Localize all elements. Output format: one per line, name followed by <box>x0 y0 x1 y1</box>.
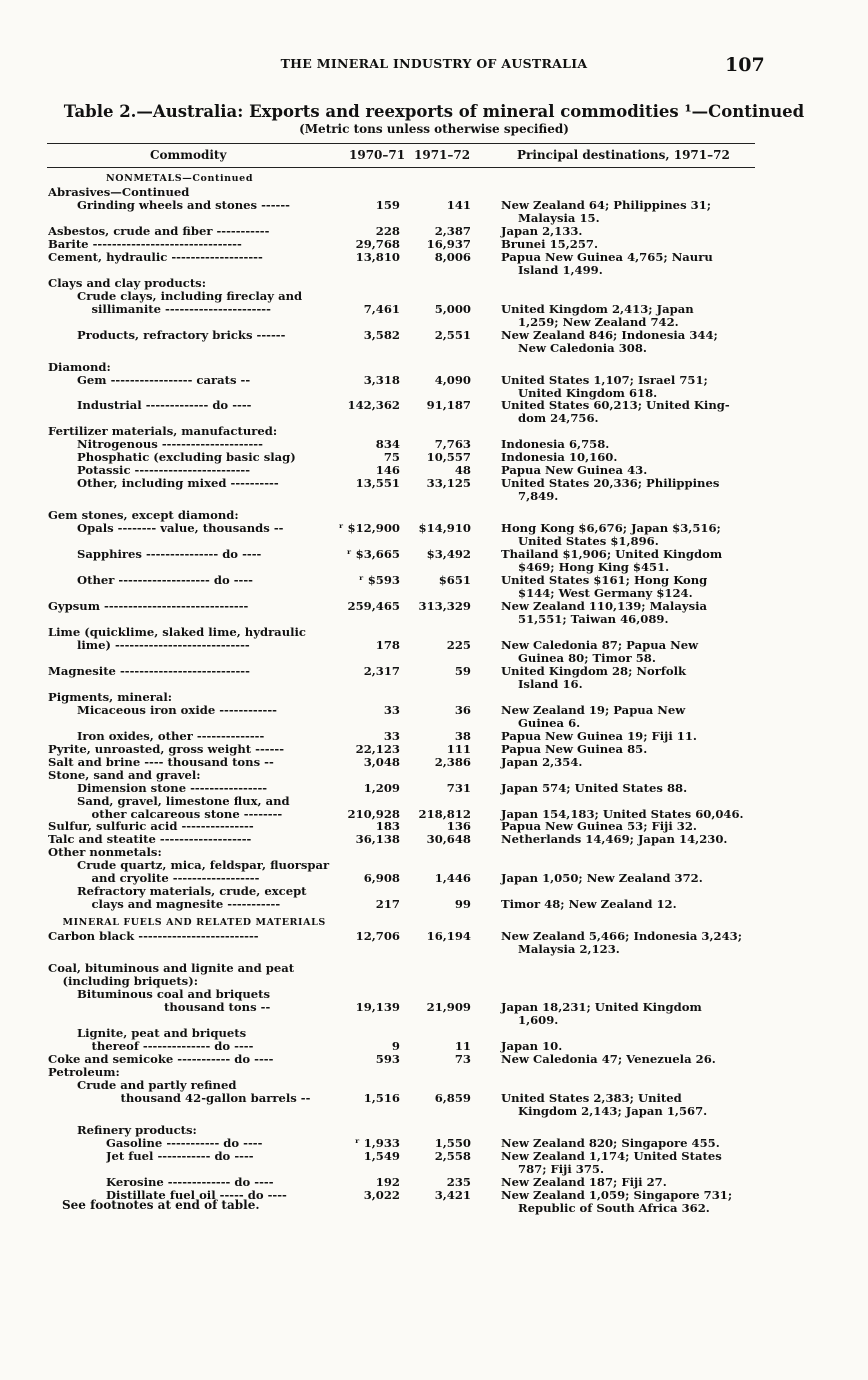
destinations-continuation-cell: Malaysia 15. <box>518 210 600 225</box>
destinations-cell: Brunei 15,257. <box>501 236 598 251</box>
table-row <box>0 1105 868 1118</box>
destinations-cell: United States 1,107; Israel 751; <box>501 372 708 387</box>
column-header-destinations: Principal destinations, 1971–72 <box>517 148 730 162</box>
table-body <box>0 173 868 1215</box>
destinations-continuation-cell: United Kingdom 618. <box>518 385 658 400</box>
destinations-cell: Thailand $1,906; United Kingdom <box>501 547 723 562</box>
table-row <box>0 329 868 342</box>
commodity-cell: NONMETALS—Continued <box>106 173 254 184</box>
table-row <box>0 425 868 438</box>
destinations-continuation-cell: $469; Hong King $451. <box>518 560 670 575</box>
table-row <box>0 652 868 665</box>
value-1971-72-cell: $651 <box>438 573 471 588</box>
commodity-cell: Nitrogenous --------------------- <box>77 438 263 452</box>
commodity-cell: thousand tons -- <box>164 1001 271 1015</box>
value-1970-71-cell: 6,908 <box>363 871 400 886</box>
value-1970-71-cell: 217 <box>375 897 400 912</box>
value-1971-72-cell: 111 <box>446 741 471 756</box>
value-1970-71-cell: 183 <box>375 819 400 834</box>
value-1970-71-cell: 29,768 <box>355 236 400 251</box>
commodity-cell: Coal, bituminous and lignite and peat <box>48 962 295 976</box>
table-subtitle: (Metric tons unless otherwise specified) <box>299 122 569 136</box>
destinations-cell: United States 2,383; United <box>501 1090 682 1105</box>
destinations-continuation-cell: 787; Fiji 375. <box>518 1161 605 1176</box>
table-row <box>0 943 868 956</box>
commodity-cell: Magnesite --------------------------- <box>48 664 250 678</box>
value-1970-71-cell: 33 <box>383 702 400 717</box>
table-row <box>0 808 868 821</box>
destinations-continuation-cell: Island 16. <box>518 676 583 691</box>
value-1970-71-cell: 228 <box>375 223 400 238</box>
table-row <box>0 1001 868 1014</box>
commodity-cell: Carbon black ------------------------- <box>48 930 259 944</box>
destinations-cell: Indonesia 10,160. <box>501 450 618 465</box>
value-1970-71-cell: 3,048 <box>363 754 400 769</box>
table-row <box>0 342 868 355</box>
value-1970-71-cell: 210,928 <box>347 806 400 821</box>
running-header-title: THE MINERAL INDUSTRY OF AUSTRALIA <box>280 56 588 71</box>
value-1970-71-cell: 22,123 <box>355 741 400 756</box>
value-1971-72-cell: 136 <box>446 819 471 834</box>
value-1971-72-cell: 235 <box>446 1174 471 1189</box>
destinations-cell: Japan 2,133. <box>501 223 583 238</box>
value-1970-71-cell: 834 <box>375 437 400 452</box>
commodity-cell: Phosphatic (excluding basic slag) <box>77 451 296 465</box>
commodity-cell: sillimanite ---------------------- <box>91 302 271 316</box>
table-row <box>0 238 868 251</box>
value-1971-72-cell: 10,557 <box>426 450 471 465</box>
value-1971-72-cell: 36 <box>454 702 471 717</box>
table-row <box>0 1027 868 1040</box>
table-row <box>0 1014 868 1027</box>
table-row <box>0 885 868 898</box>
commodity-cell: Dimension stone ---------------- <box>77 781 268 795</box>
destinations-cell: New Zealand 820; Singapore 455. <box>501 1135 720 1150</box>
destinations-cell: Indonesia 6,758. <box>501 437 610 452</box>
commodity-cell: thereof -------------- do ---- <box>91 1039 254 1053</box>
destinations-cell: United States 20,336; Philippines <box>501 476 720 491</box>
value-1970-71-cell: 192 <box>375 1174 400 1189</box>
value-1971-72-cell: 73 <box>454 1051 471 1066</box>
commodity-cell: Barite ------------------------------- <box>48 237 242 251</box>
value-1971-72-cell: 7,763 <box>434 437 471 452</box>
table-row <box>0 1124 868 1137</box>
destinations-cell: Netherlands 14,469; Japan 14,230. <box>501 832 728 847</box>
value-1971-72-cell: $3,492 <box>426 547 471 562</box>
table-row <box>0 769 868 782</box>
value-1970-71-cell: ʳ $12,900 <box>338 521 400 536</box>
value-1971-72-cell: 91,187 <box>426 398 471 413</box>
value-1970-71-cell: 1,209 <box>363 780 400 795</box>
value-1970-71-cell: 36,138 <box>355 832 400 847</box>
table-row <box>0 691 868 704</box>
footnote: See footnotes at end of table. <box>62 1198 260 1212</box>
table-row <box>0 626 868 639</box>
rule-top <box>47 143 755 144</box>
value-1970-71-cell: 3,582 <box>363 327 400 342</box>
destinations-cell: Japan 1,050; New Zealand 372. <box>501 871 703 886</box>
table-row <box>0 600 868 613</box>
commodity-cell: Diamond: <box>48 360 111 374</box>
table-row <box>0 412 868 425</box>
commodity-cell: clays and magnesite ----------- <box>91 898 281 912</box>
table-row <box>0 962 868 975</box>
destinations-cell: Papua New Guinea 4,765; Nauru <box>501 249 713 264</box>
commodity-cell: Clays and clay products: <box>48 276 206 290</box>
table-row <box>0 212 868 225</box>
value-1970-71-cell: 13,551 <box>355 476 400 491</box>
value-1971-72-cell: $14,910 <box>418 521 471 536</box>
commodity-cell: Gem stones, except diamond: <box>48 509 239 523</box>
value-1970-71-cell: 19,139 <box>355 1000 400 1015</box>
value-1970-71-cell: 13,810 <box>355 249 400 264</box>
commodity-cell: Asbestos, crude and fiber ----------- <box>48 224 270 238</box>
destinations-cell: United States 60,213; United King- <box>501 398 730 413</box>
value-1971-72-cell: 1,446 <box>434 871 471 886</box>
commodity-cell: Other, including mixed ---------- <box>77 477 279 491</box>
destinations-cell: New Zealand 110,139; Malaysia <box>501 599 708 613</box>
value-1971-72-cell: 38 <box>454 728 471 743</box>
table-row <box>0 846 868 859</box>
destinations-continuation-cell: 1,259; New Zealand 742. <box>518 314 679 329</box>
commodity-cell: Crude and partly refined <box>77 1078 237 1092</box>
value-1971-72-cell: 21,909 <box>426 1000 471 1015</box>
destinations-cell: Papua New Guinea 43. <box>501 463 648 478</box>
value-1971-72-cell: 225 <box>446 637 471 652</box>
commodity-cell: Industrial ------------- do ---- <box>77 399 252 413</box>
value-1970-71-cell: 178 <box>375 637 400 652</box>
value-1971-72-cell: 2,558 <box>434 1148 471 1163</box>
commodity-cell: Fertilizer materials, manufactured: <box>48 425 278 439</box>
value-1970-71-cell: 146 <box>375 463 400 478</box>
commodity-cell: Cement, hydraulic ------------------- <box>48 250 263 264</box>
value-1971-72-cell: 313,329 <box>418 599 471 613</box>
commodity-cell: Sulfur, sulfuric acid --------------- <box>48 820 254 834</box>
destinations-continuation-cell: Guinea 6. <box>518 715 581 730</box>
value-1971-72-cell: 99 <box>454 897 471 912</box>
destinations-cell: New Zealand 64; Philippines 31; <box>501 197 712 212</box>
destinations-continuation-cell: 1,609. <box>518 1013 559 1028</box>
destinations-cell: Japan 18,231; United Kingdom <box>501 1000 702 1015</box>
destinations-cell: Papua New Guinea 19; Fiji 11. <box>501 728 697 743</box>
destinations-cell: United Kingdom 2,413; Japan <box>501 301 694 316</box>
destinations-continuation-cell: Republic of South Africa 362. <box>518 1200 710 1215</box>
value-1970-71-cell: ʳ $3,665 <box>346 547 400 562</box>
value-1971-72-cell: 2,551 <box>434 327 471 342</box>
value-1971-72-cell: 16,937 <box>426 236 471 251</box>
value-1970-71-cell: 75 <box>383 450 400 465</box>
table-row <box>0 1150 868 1163</box>
value-1970-71-cell: 12,706 <box>355 929 400 944</box>
commodity-cell: Abrasives—Continued <box>48 185 190 199</box>
table-row <box>0 186 868 199</box>
value-1970-71-cell: 593 <box>375 1051 400 1066</box>
commodity-cell: Potassic ------------------------ <box>77 464 251 478</box>
commodity-cell: Salt and brine ---- thousand tons -- <box>48 755 274 769</box>
commodity-cell: Gasoline ----------- do ---- <box>106 1136 263 1150</box>
column-header-1971-72: 1971–72 <box>414 148 471 162</box>
commodity-cell: Bituminous coal and briquets <box>77 988 271 1002</box>
destinations-continuation-cell: dom 24,756. <box>518 411 599 426</box>
value-1970-71-cell: 33 <box>383 728 400 743</box>
destinations-cell: Japan 574; United States 88. <box>501 780 688 795</box>
destinations-cell: Papua New Guinea 85. <box>501 741 648 756</box>
table-row <box>0 613 868 626</box>
destinations-cell: United Kingdom 28; Norfolk <box>501 663 687 678</box>
value-1971-72-cell: 5,000 <box>434 301 471 316</box>
commodity-cell: Kerosine ------------- do ---- <box>106 1175 274 1189</box>
value-1970-71-cell: 1,549 <box>363 1148 400 1163</box>
table-row <box>0 930 868 943</box>
destinations-cell: Papua New Guinea 53; Fiji 32. <box>501 819 697 834</box>
destinations-cell: Japan 2,354. <box>501 754 583 769</box>
value-1970-71-cell: 159 <box>375 197 400 212</box>
value-1971-72-cell: 3,421 <box>434 1187 471 1202</box>
value-1971-72-cell: 16,194 <box>426 929 471 944</box>
table-row <box>0 730 868 743</box>
commodity-cell: and cryolite ------------------ <box>91 872 260 886</box>
table-row <box>0 1040 868 1053</box>
table-row <box>0 1137 868 1150</box>
destinations-cell: New Zealand 1,059; Singapore 731; <box>501 1187 733 1202</box>
destinations-continuation-cell: Malaysia 2,123. <box>518 942 620 957</box>
table-row <box>0 374 868 387</box>
commodity-cell: Petroleum: <box>48 1065 120 1079</box>
table-row <box>0 1053 868 1066</box>
table-row <box>0 264 868 277</box>
commodity-cell: Sapphires --------------- do ---- <box>77 548 262 562</box>
table-row <box>0 251 868 264</box>
table-row <box>0 678 868 691</box>
destinations-continuation-cell: New Caledonia 308. <box>518 340 647 355</box>
commodity-cell: Talc and steatite ------------------- <box>48 833 252 847</box>
commodity-cell: Crude quartz, mica, feldspar, fluorspar <box>77 859 330 873</box>
commodity-cell: Refractory materials, crude, except <box>77 885 307 899</box>
table-row <box>0 303 868 316</box>
table-row <box>0 399 868 412</box>
destinations-cell: New Zealand 5,466; Indonesia 3,243; <box>501 929 743 944</box>
value-1970-71-cell: ʳ 1,933 <box>354 1135 400 1150</box>
table-row <box>0 199 868 212</box>
destinations-cell: New Zealand 187; Fiji 27. <box>501 1174 667 1189</box>
table-row <box>0 665 868 678</box>
destinations-cell: Japan 10. <box>501 1038 563 1053</box>
table-row <box>0 548 868 561</box>
value-1970-71-cell: 2,317 <box>363 663 400 678</box>
value-1971-72-cell: 4,090 <box>434 372 471 387</box>
table-row <box>0 782 868 795</box>
destinations-continuation-cell: Kingdom 2,143; Japan 1,567. <box>518 1103 708 1118</box>
table-row <box>0 1066 868 1079</box>
commodity-cell: Distillate fuel oil ----- do ---- <box>106 1188 287 1202</box>
value-1970-71-cell: 259,465 <box>347 599 400 613</box>
commodity-cell: Iron oxides, other -------------- <box>77 729 265 743</box>
commodity-cell: lime) ---------------------------- <box>77 638 250 652</box>
value-1970-71-cell: 7,461 <box>363 301 400 316</box>
commodity-cell: (including briquets): <box>62 975 198 989</box>
destinations-cell: United States $161; Hong Kong <box>501 573 708 588</box>
rule-header-bottom <box>47 167 755 168</box>
table-row <box>0 975 868 988</box>
table-row <box>0 451 868 464</box>
destinations-cell: Timor 48; New Zealand 12. <box>501 897 677 912</box>
value-1970-71-cell: 142,362 <box>347 398 400 413</box>
destinations-cell: New Caledonia 47; Venezuela 26. <box>501 1051 716 1066</box>
column-header-1970-71: 1970–71 <box>349 148 406 162</box>
value-1970-71-cell: 3,318 <box>363 372 400 387</box>
destinations-cell: Hong Kong $6,676; Japan $3,516; <box>501 521 721 536</box>
table-row <box>0 290 868 303</box>
table-row <box>0 872 868 885</box>
commodity-cell: Gypsum ------------------------------ <box>48 600 249 613</box>
commodity-cell: Gem ----------------- carats -- <box>77 373 251 387</box>
column-header-commodity: Commodity <box>150 148 227 162</box>
destinations-continuation-cell: Island 1,499. <box>518 262 603 277</box>
table-row <box>0 756 868 769</box>
table-row <box>0 795 868 808</box>
value-1971-72-cell: 8,006 <box>434 249 471 264</box>
destinations-continuation-cell: $144; West Germany $124. <box>518 586 693 601</box>
page-number: 107 <box>725 54 765 76</box>
commodity-cell: Lignite, peat and briquets <box>77 1027 247 1040</box>
commodity-cell: Stone, sand and gravel: <box>48 768 201 782</box>
table-row <box>0 361 868 374</box>
commodity-cell: thousand 42-gallon barrels -- <box>120 1091 311 1105</box>
commodity-cell: Other ------------------- do ---- <box>77 574 253 588</box>
destinations-continuation-cell: Guinea 80; Timor 58. <box>518 650 656 665</box>
value-1971-72-cell: 11 <box>454 1038 471 1053</box>
value-1971-72-cell: 59 <box>454 663 471 678</box>
table-row <box>0 277 868 290</box>
commodity-cell: other calcareous stone -------- <box>91 807 283 821</box>
table-row <box>0 1163 868 1176</box>
table-row <box>0 639 868 652</box>
commodity-cell: Grinding wheels and stones ------ <box>77 198 290 212</box>
table-row <box>0 1092 868 1105</box>
table-row <box>0 717 868 730</box>
value-1971-72-cell: 218,812 <box>418 806 471 821</box>
table-row <box>0 704 868 717</box>
table-row <box>0 316 868 329</box>
value-1970-71-cell: 9 <box>391 1038 400 1053</box>
commodity-cell: Lime (quicklime, slaked lime, hydraulic <box>48 625 306 639</box>
commodity-cell: Coke and semicoke ----------- do ---- <box>48 1052 274 1066</box>
value-1971-72-cell: 2,386 <box>434 754 471 769</box>
table-row <box>0 833 868 846</box>
commodity-cell: Pigments, mineral: <box>48 690 173 704</box>
destinations-cell: New Zealand 19; Papua New <box>501 702 686 717</box>
table-row <box>0 1176 868 1189</box>
commodity-cell: Opals -------- value, thousands -- <box>77 522 284 536</box>
table-row <box>0 477 868 490</box>
commodity-cell: Crude clays, including fireclay and <box>77 289 303 303</box>
destinations-cell: New Zealand 1,174; United States <box>501 1148 722 1163</box>
value-1971-72-cell: 2,387 <box>434 223 471 238</box>
destinations-continuation-cell: 51,551; Taiwan 46,089. <box>518 611 669 626</box>
table-title: Table 2.—Australia: Exports and reexports of mineral commodities ¹—Continued <box>63 102 805 121</box>
table-row <box>0 522 868 535</box>
commodity-cell: Micaceous iron oxide ------------ <box>77 703 277 717</box>
value-1971-72-cell: 141 <box>446 197 471 212</box>
table-row <box>0 490 868 503</box>
value-1971-72-cell: 48 <box>454 463 471 478</box>
commodity-cell: Pyrite, unroasted, gross weight ------ <box>48 742 285 756</box>
value-1970-71-cell: 1,516 <box>363 1090 400 1105</box>
value-1971-72-cell: 6,859 <box>434 1090 471 1105</box>
destinations-cell: New Zealand 846; Indonesia 344; <box>501 327 718 342</box>
commodity-cell: Products, refractory bricks ------ <box>77 328 286 342</box>
commodity-cell: Jet fuel ----------- do ---- <box>106 1149 254 1163</box>
commodity-cell: Refinery products: <box>77 1123 197 1137</box>
table-row <box>0 574 868 587</box>
destinations-continuation-cell: United States $1,896. <box>518 534 659 549</box>
commodity-cell: MINERAL FUELS AND RELATED MATERIALS <box>62 917 326 929</box>
destinations-cell: New Caledonia 87; Papua New <box>501 637 699 652</box>
commodity-cell: Sand, gravel, limestone flux, and <box>77 794 290 808</box>
commodity-cell: Other nonmetals: <box>48 846 162 860</box>
table-row <box>0 898 868 911</box>
destinations-continuation-cell: 7,849. <box>518 489 559 504</box>
value-1971-72-cell: 731 <box>446 780 471 795</box>
table-row <box>0 859 868 872</box>
table-row <box>0 743 868 756</box>
table-row <box>0 225 868 238</box>
table-row <box>0 173 868 186</box>
table-row <box>0 1079 868 1092</box>
value-1970-71-cell: 3,022 <box>363 1187 400 1202</box>
value-1970-71-cell: ʳ $593 <box>358 573 400 588</box>
value-1971-72-cell: 33,125 <box>426 476 471 491</box>
value-1971-72-cell: 30,648 <box>426 832 471 847</box>
destinations-cell: Japan 154,183; United States 60,046. <box>501 806 744 821</box>
value-1971-72-cell: 1,550 <box>434 1135 471 1150</box>
table-row <box>0 561 868 574</box>
